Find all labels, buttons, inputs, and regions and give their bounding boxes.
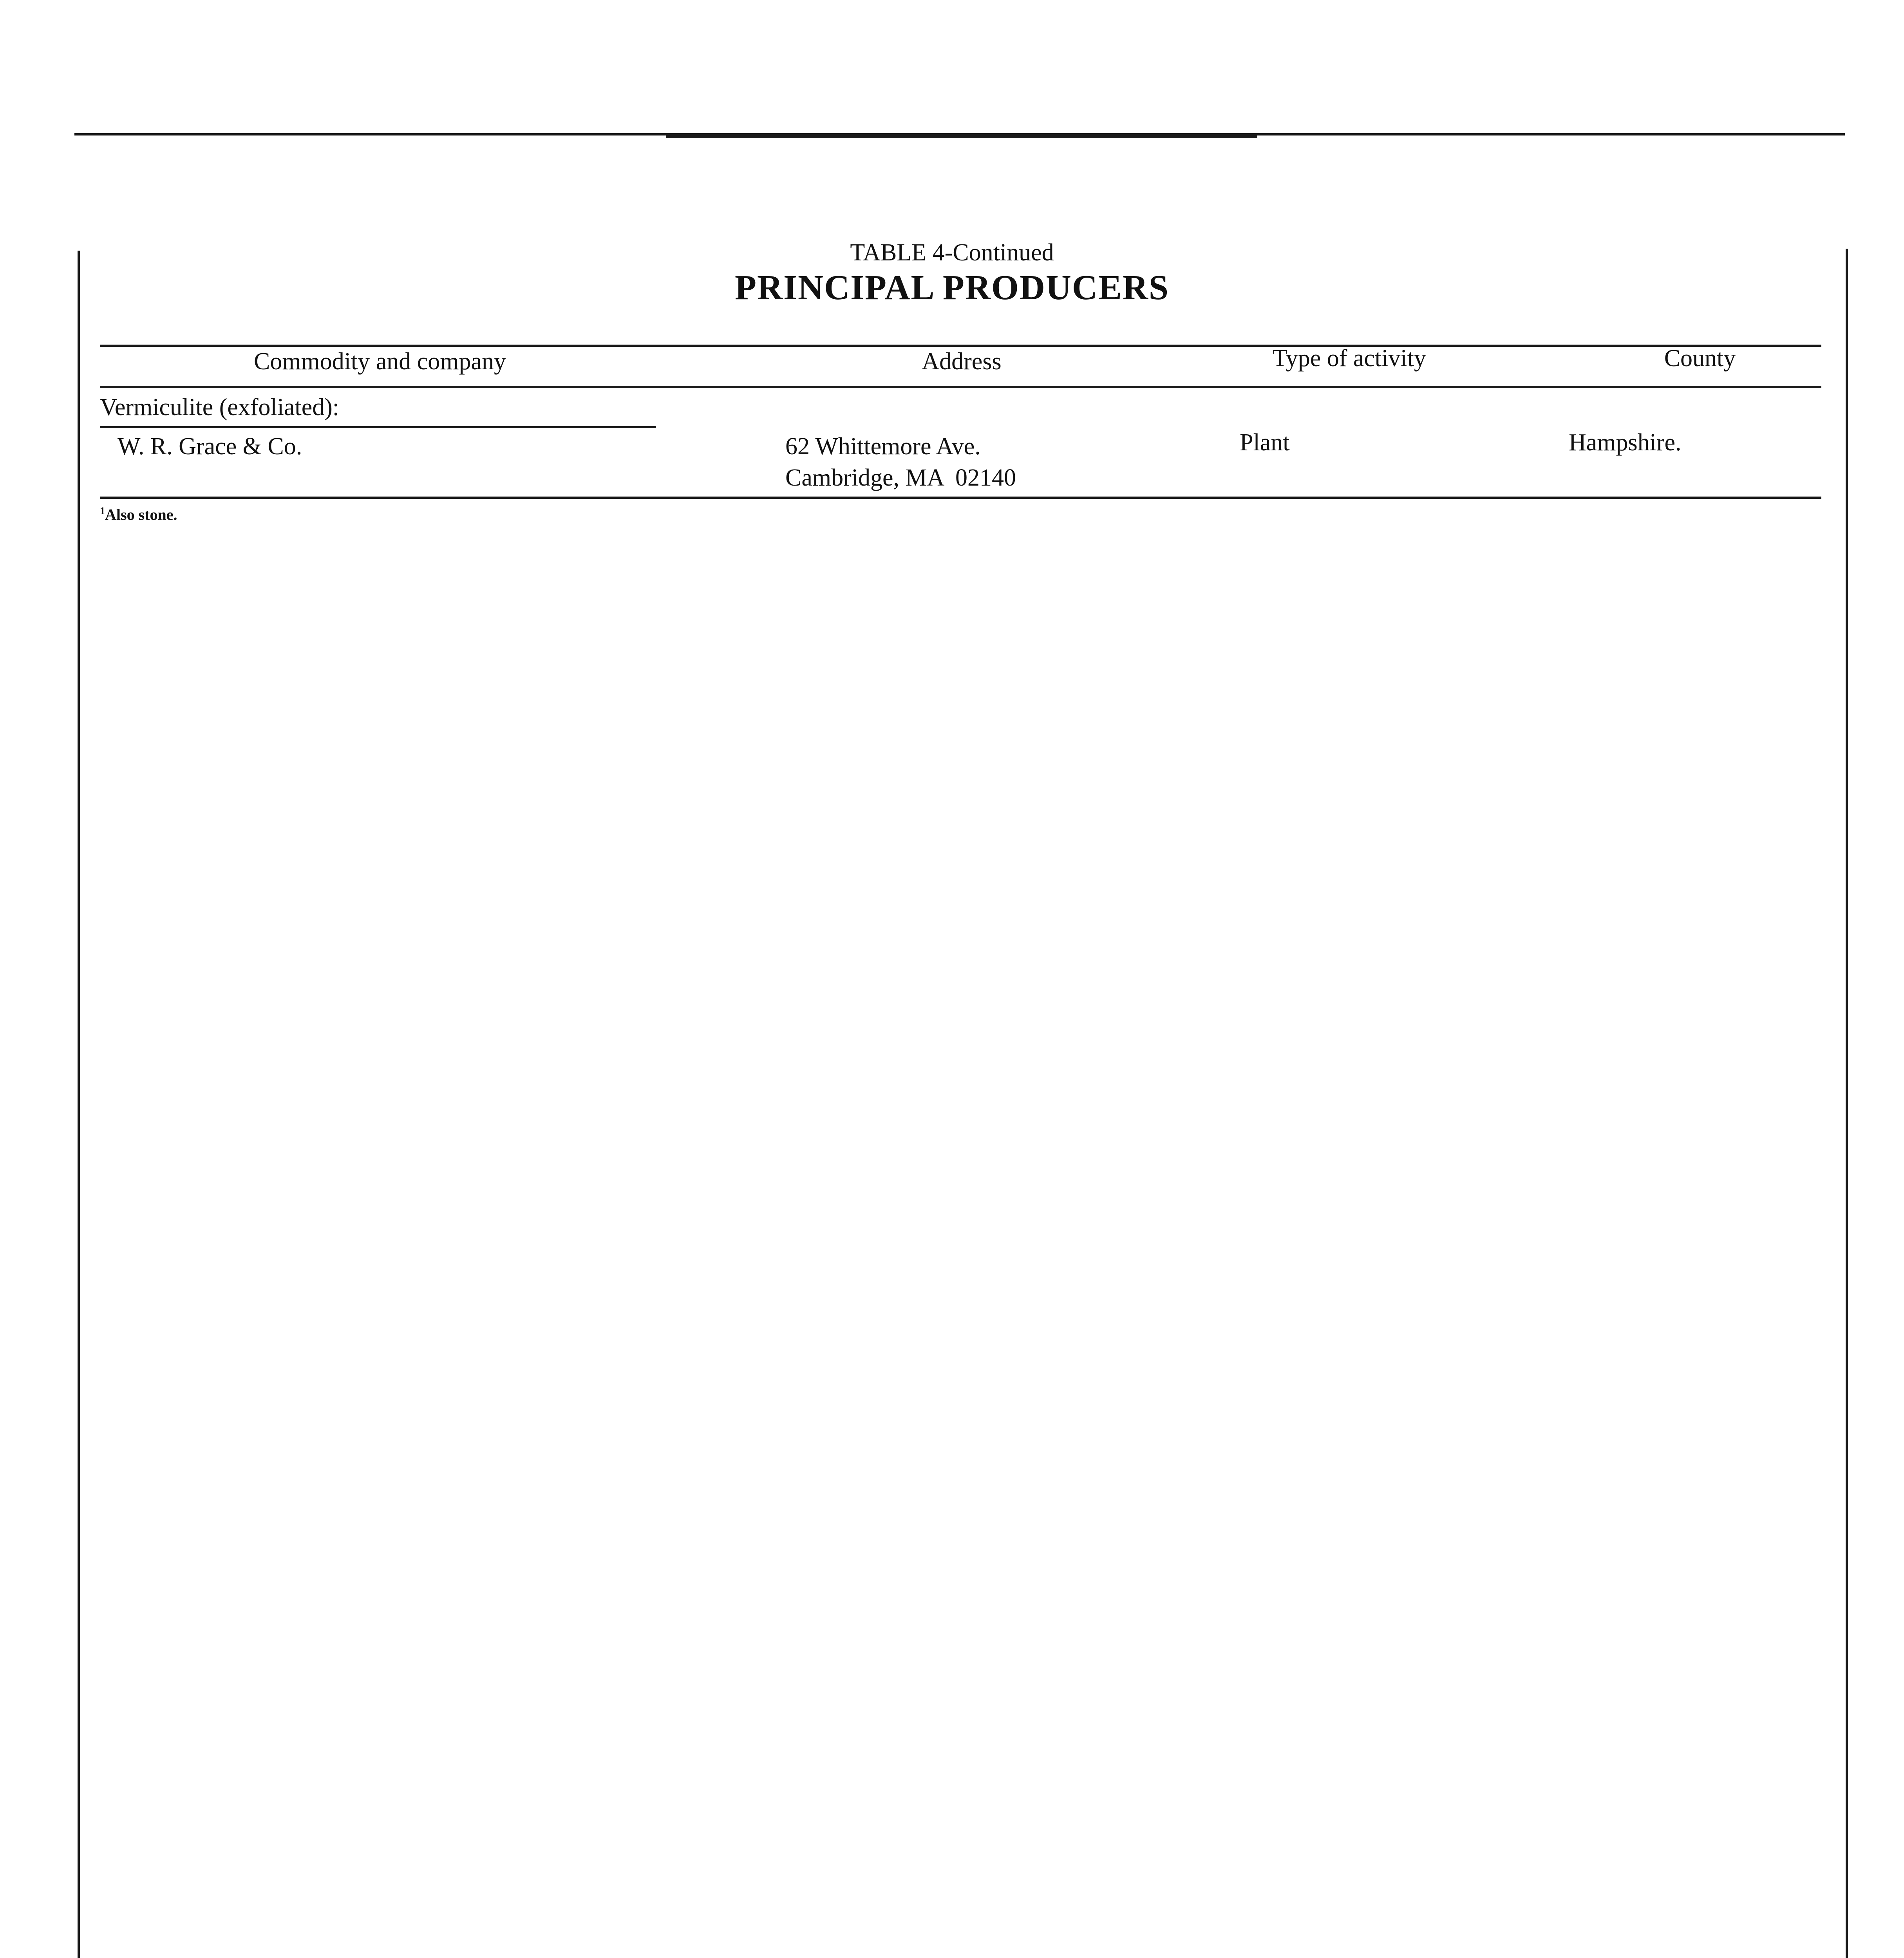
table-bottom-rule [100, 497, 1821, 499]
column-header-commodity: Commodity and company [253, 348, 506, 375]
county-name: Hampshire. [1569, 429, 1682, 456]
commodity-group-label: Vermiculite (exfoliated): [100, 394, 340, 421]
address-line-2: Cambridge, MA 02140 [785, 464, 1016, 491]
footnote-marker: 1 [100, 505, 105, 517]
activity-type: Plant [1240, 429, 1290, 456]
address-line-1: 62 Whittemore Ave. [785, 433, 981, 460]
table-header-bottom-rule [100, 386, 1821, 388]
column-header-activity: Type of activity [1273, 345, 1426, 372]
company-name: W. R. Grace & Co. [118, 433, 302, 460]
table-footnote [100, 505, 177, 524]
group-underline [100, 426, 656, 428]
top-rule-emphasis [666, 133, 1257, 138]
right-margin-rule [1846, 249, 1848, 1958]
table-caption: TABLE 4-Continued [850, 239, 1054, 266]
table-top-rule [100, 345, 1821, 347]
left-margin-rule [78, 251, 80, 1958]
column-header-county: County [1664, 345, 1736, 372]
column-header-address: Address [922, 348, 1002, 375]
table-title: PRINCIPAL PRODUCERS [735, 268, 1169, 307]
footnote-text: Also stone. [105, 506, 177, 524]
